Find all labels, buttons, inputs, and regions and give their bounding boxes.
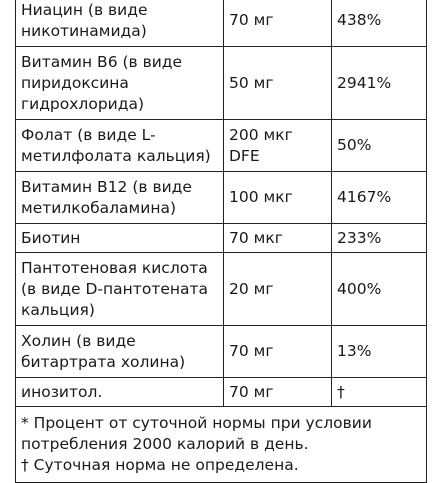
- daily-value-percent: 233%: [332, 224, 427, 253]
- daily-value-percent: 2941%: [332, 47, 427, 120]
- nutrient-name: инозитол.: [16, 378, 224, 407]
- nutrient-amount: 70 мг: [224, 378, 332, 407]
- table-row: [16, 120, 427, 172]
- nutrient-amount: 20 мг: [224, 253, 332, 326]
- footnote-row: [16, 407, 427, 483]
- nutrient-name: Витамин B6 (в виде пиридоксина гидрохлорида): [16, 47, 224, 120]
- nutrient-name: Холин (в виде битартрата холина): [16, 326, 224, 378]
- table-row: [16, 253, 427, 326]
- nutrient-name: Биотин: [16, 224, 224, 253]
- supplement-facts-table: [15, 0, 427, 483]
- nutrient-amount: 70 мг: [224, 0, 332, 47]
- nutrient-name: Фолат (в виде L- метилфолата кальция): [16, 120, 224, 172]
- table-row: [16, 172, 427, 224]
- daily-value-percent: 400%: [332, 253, 427, 326]
- nutrient-amount: 70 мг: [224, 326, 332, 378]
- not-established-footnote: † Суточная норма не определена.: [21, 456, 299, 474]
- daily-value-percent: 438%: [332, 0, 427, 47]
- table-row: [16, 0, 427, 47]
- nutrient-name: Витамин B12 (в виде метилкобаламина): [16, 172, 224, 224]
- daily-value-percent: 50%: [332, 120, 427, 172]
- nutrient-amount: 200 мкг DFE: [224, 120, 332, 172]
- nutrient-amount: 70 мкг: [224, 224, 332, 253]
- daily-value-percent: †: [332, 378, 427, 407]
- nutrient-amount: 50 мг: [224, 47, 332, 120]
- table-row: [16, 47, 427, 120]
- nutrient-name: Ниацин (в виде никотинамида): [16, 0, 224, 47]
- nutrient-amount: 100 мкг: [224, 172, 332, 224]
- table-row: [16, 224, 427, 253]
- daily-value-percent: 4167%: [332, 172, 427, 224]
- table-row: [16, 326, 427, 378]
- nutrient-name: Пантотеновая кислота (в виде D-пантотената кальция): [16, 253, 224, 326]
- daily-value-footnote: * Процент от суточной нормы при условии потребления 2000 калорий в день.: [21, 414, 372, 453]
- footnote-cell: [16, 407, 427, 483]
- table-row: [16, 378, 427, 407]
- daily-value-percent: 13%: [332, 326, 427, 378]
